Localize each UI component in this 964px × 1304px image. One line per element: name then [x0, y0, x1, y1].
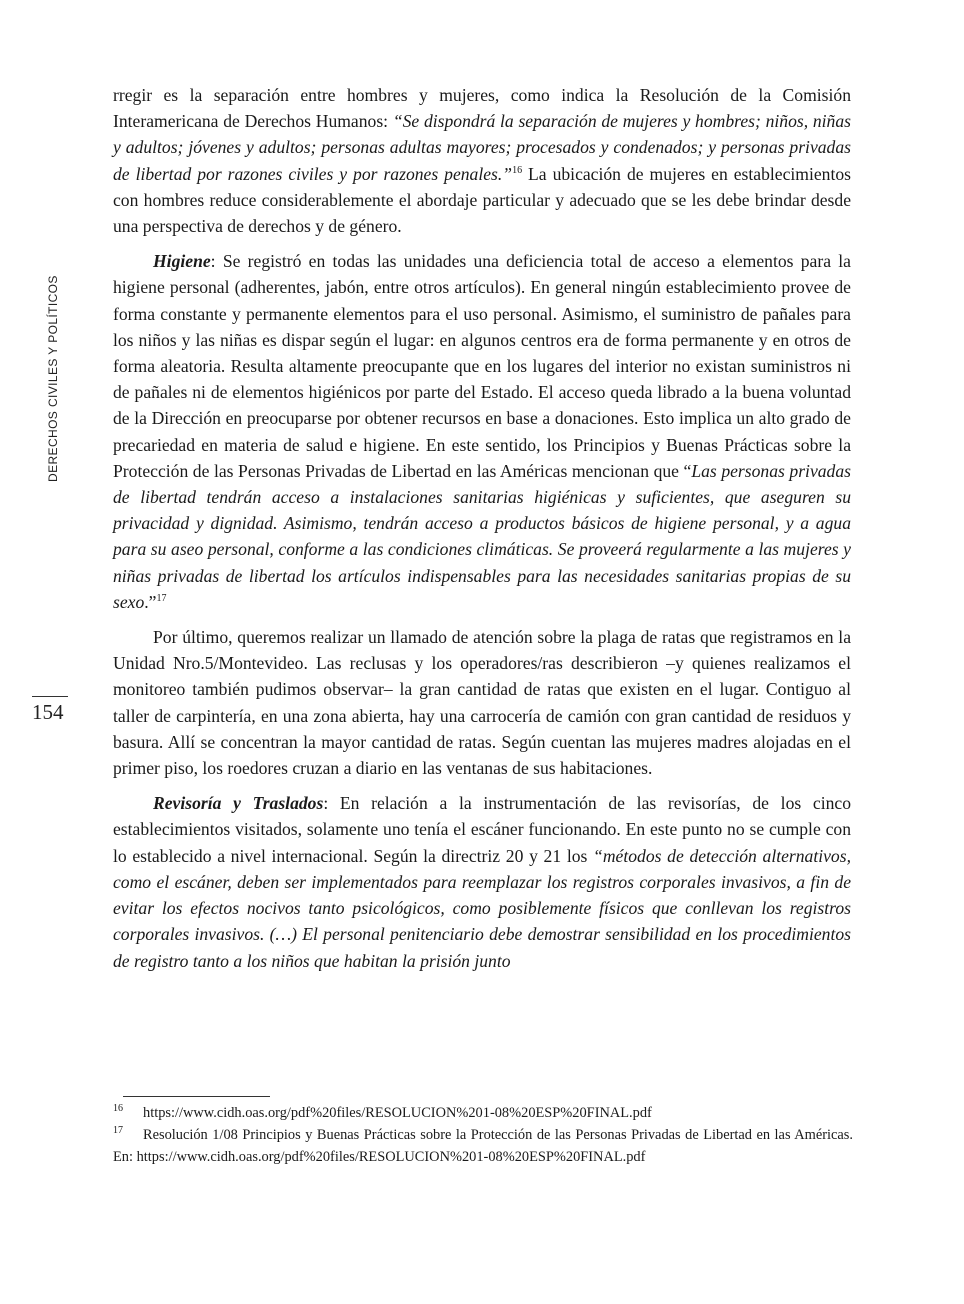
paragraph-text: rregir es la separación entre hombres y mujeres, como indica la Resolución de la Comisión Interamericana de Derechos Humanos:	[113, 85, 851, 132]
footnote-text: Resolución 1/08 Principios y Buenas Prácticas sobre la Protección de las Personas Privadas de Libertad en las Américas. En: https://www.cidh.oas.org/pdf%20files/RESOLUCION%201-08%20ESP%20FINAL.pdf	[113, 1127, 853, 1165]
page-number: 154	[32, 700, 64, 724]
quotation: “Se dispondrá la separación de mujeres y hombres; niños, niñas y adultos; jóvenes y adultos; personas adultas mayores; procesados y condenados; y personas privadas de libertad por razones civiles y por razones penales.”	[113, 111, 851, 184]
body-text	[113, 82, 851, 983]
footnote-17	[113, 1124, 853, 1168]
page-number-rule	[32, 696, 68, 697]
footnote-ref-16: 16	[512, 164, 523, 176]
footnote-16	[113, 1102, 853, 1124]
paragraph-separation	[113, 82, 851, 239]
footnotes	[113, 1102, 853, 1168]
footnote-number: 17	[113, 1125, 123, 1137]
quotation: “métodos de detección alternativos, como el escáner, deben ser implementados para reemplazar los registros corporales invasivos, a fin de evitar los efectos nocivos tanto psicológicos, como posiblemente físicos que conllevan los registros corporales invasivos. (…) El personal penitenciario debe demostrar sensibilidad en los procedimientos de registro tanto a los niños que habitan la prisión junto	[113, 845, 851, 971]
footnote-ref-17: 17	[156, 593, 167, 604]
paragraph-higiene	[113, 248, 851, 615]
paragraph-revisoria	[113, 790, 851, 973]
running-section-label: DERECHOS CIVILES Y POLÍTICOS	[46, 275, 60, 482]
quotation: Las personas privadas de libertad tendrán acceso a instalaciones sanitarias higiénicas y suficientes, que aseguren su privacidad y dignidad. Asimismo, tendrán acceso a productos básicos de higiene personal, y a agua para su aseo personal, conforme a las condiciones climáticas. Se proveerá regularmente a las mujeres y niñas privadas de libertad los artículos indispensables para las necesidades sanitarias propias de su sexo	[113, 460, 851, 612]
paragraph-text: Por último, queremos realizar un llamado de atención sobre la plaga de ratas que registramos en la Unidad Nro.5/Montevideo. Las reclusas y los operadores/ras describieron –y quienes realizamos el monitoreo también pudimos observar– la gran cantidad de ratas que existen en el lugar. Contiguo al taller de carpintería, en una zona abierta, hay una carrocería de camión con gran cantidad de residuos y basura. Allí se concentran la mayor cantidad de ratas. Según cuentan las mujeres madres alojadas en el primer piso, los roedores cruzan a diario en las ventanas de sus habitaciones.	[113, 627, 851, 779]
footnote-number: 16	[113, 1103, 123, 1115]
footnote-rule	[123, 1096, 270, 1097]
section-heading-higiene: Higiene	[153, 251, 211, 272]
paragraph-text: : Se registró en todas las unidades una deficiencia total de acceso a elementos para la higiene personal (adherentes, jabón, entre otros artículos). En general ningún establecimiento provee de forma constante y permanente elementos para el uso personal. Asimismo, el suministro de pañales para los niños y las niñas es dispar según el lugar: en algunos centros era de forma permanente y en otros de forma aleatoria. Resulta altamente preocupante que en los lugares del interior no existan suministros ni de pañales ni de elementos higiénicos por parte del Estado. El acceso queda librado a la buena voluntad de la Dirección en preocuparse por obtener recursos en base a donaciones. Esto implica un alto grado de precariedad en materia de salud e higiene. En este sentido, los Principios y Buenas Prácticas sobre la Protección de las Personas Privadas de Libertad en las Américas mencionan que “	[113, 251, 851, 481]
paragraph-ratas	[113, 624, 851, 781]
paragraph-text: : En relación a la instrumentación de las revisorías, de los cinco establecimientos visitados, solamente uno tenía el escáner funcionando. En este punto no se cumple con lo establecido a nivel internacional. Según la directriz 20 y 21 los	[113, 793, 852, 866]
section-heading-revisoria: Revisoría y Traslados	[153, 793, 324, 814]
paragraph-text: .”	[144, 591, 157, 612]
paragraph-text: La ubicación de mujeres en establecimientos con hombres reduce considerablemente el abordaje particular y adecuado que se les debe brindar desde una perspectiva de derechos y de género.	[113, 163, 851, 237]
footnote-link[interactable]: https://www.cidh.oas.org/pdf%20files/RESOLUCION%201-08%20ESP%20FINAL.pdf	[143, 1105, 652, 1121]
